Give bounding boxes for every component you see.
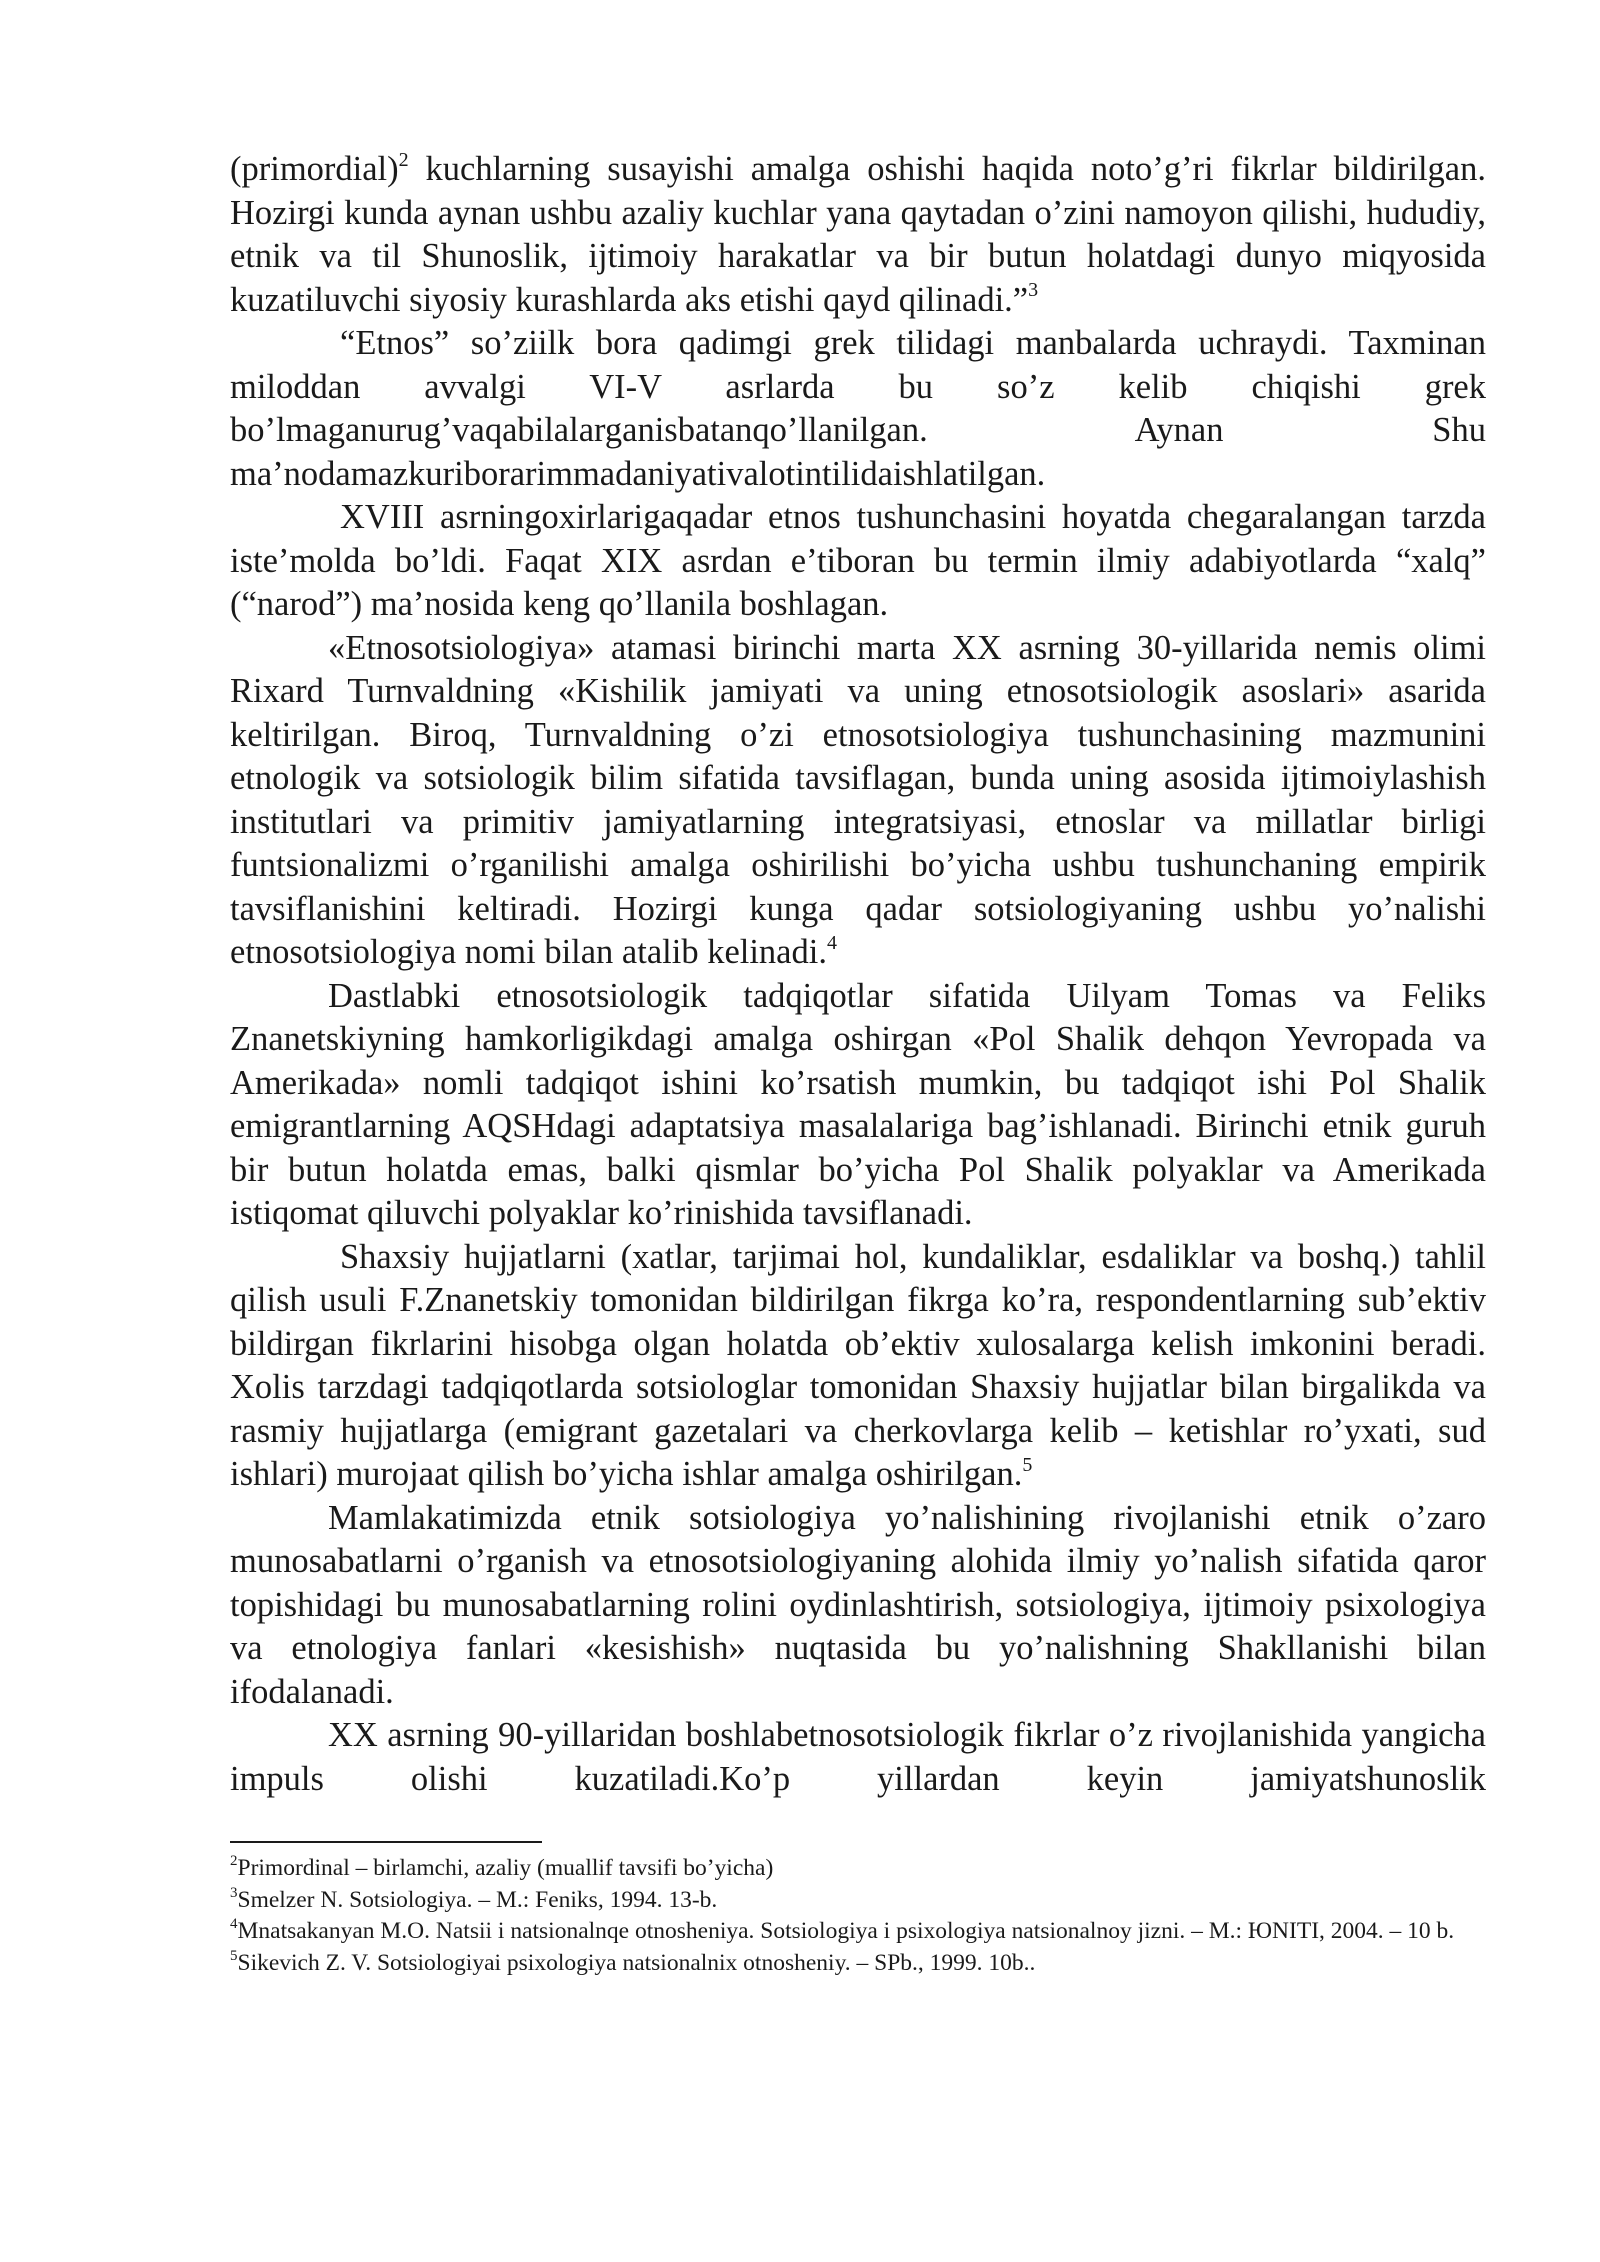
footnote-ref: 2 <box>398 148 409 171</box>
paragraph-text: «Etnosotsiologiya» atamasi birinchi marta XX asrning 30-yillarida nemis olimi Rixard Turnvaldning «Kishilik jamiyati va uning etnosotsiologik asoslari» asarida keltirilgan. Biroq, Turnvaldning o’zi etnosotsiologiya tushunchasining mazmunini etnologik va sotsiologik bilim sifatida tavsiflagan, bunda uning asosida ijtimoiylashish institutlari va primitiv jamiyatlarning integratsiyasi, etnoslar va millatlar birligi funtsionalizmi o’rganilishi amalga oshirilishi bo’yicha ushbu tushunchaning empirik tavsiflanishini keltiradi. Hozirgi kunga qadar sotsiologiyaning ushbu yo’nalishi etnosotsiologiya nomi bilan atalib kelinadi. <box>230 628 1486 971</box>
body-paragraph <box>230 322 1486 496</box>
footnote <box>230 1948 1486 1980</box>
paragraph-text: XVIII asrningoxirlarigaqadar etnos tushunchasini hoyatda chegaralangan tarzda iste’molda bo’ldi. Faqat XIX asrdan e’tiboran bu termin ilmiy adabiyotlarda “xalq” (“narod”) ma’nosida keng qo’llanila boshlagan. <box>230 498 1486 623</box>
paragraph-text: Mamlakatimizda etnik sotsiologiya yo’nalishining rivojlanishi etnik o’zaro munosabatlarni o’rganish va etnosotsiologiyaning alohida ilmiy yo’nalish sifatida qaror topishidagi bu munosabatlarning rolini oydinlashtirish, sotsiologiya, ijtimoiy psixologiya va etnologiya fanlari «kesishish» nuqtasida bu yo’nalishning Shakllanishi bilan ifodalanadi. <box>230 1498 1486 1711</box>
footnote-number: 2 <box>230 1853 238 1870</box>
footnote-separator <box>230 1841 542 1843</box>
footnote-text: Smelzer N. Sotsiologiya. – M.: Feniks, 1994. 13-b. <box>237 1886 718 1913</box>
footnote-number: 3 <box>230 1884 238 1901</box>
footnote-number: 5 <box>230 1947 238 1964</box>
footnote-ref: 5 <box>1022 1453 1033 1476</box>
footnote-text: Sikevich Z. V. Sotsiologiyai psixologiya natsionalnix otnosheniy. – SPb., 1999. 10b.. <box>237 1949 1036 1976</box>
body-paragraph <box>230 1497 1486 1715</box>
paragraph-text: Shaxsiy hujjatlarni (xatlar, tarjimai hol, kundaliklar, esdaliklar va boshq.) tahlil qilish usuli F.Znanetskiy tomonidan bildirilgan fikrga ko’ra, respondentlarning sub’ektiv bildirgan fikrlarini hisobga olgan holatda ob’ektiv xulosalarga kelish imkonini beradi. Xolis tarzdagi tadqiqotlarda sotsiologlar tomonidan Shaxsiy hujjatlar bilan birgalikda va rasmiy hujjatlarga (emigrant gazetalari va cherkovlarga kelib – ketishlar ro’yxati, sud ishlari) murojaat qilish bo’yicha ishlar amalga oshirilgan. <box>230 1237 1486 1493</box>
body-paragraph <box>230 627 1486 975</box>
footnote-text: Primordinal – birlamchi, azaliy (muallif tavsifi bo’yicha) <box>237 1855 774 1881</box>
body-paragraph <box>230 496 1486 627</box>
footnote <box>230 1885 1486 1917</box>
body-paragraph <box>230 975 1486 1236</box>
body-paragraph <box>230 1236 1486 1497</box>
footnote-ref: 3 <box>1028 279 1039 301</box>
paragraph-text: “Etnos” so’ziilk bora qadimgi grek tilidagi manbalarda uchraydi. Taxminan miloddan avvalgi VI-V asrlarda bu so’z kelib chiqishi grek bo’lmaganurug’vaqabilalarganisbatanqo’llanilgan. Aynan Shu ma’nodamazkuriborarimmadaniyativalotintilidaishlatilgan. <box>230 324 1486 493</box>
footnote <box>230 1853 1486 1885</box>
paragraph-text: Dastlabki etnosotsiologik tadqiqotlar sifatida Uilyam Tomas va Feliks Znanetskiyning hamkorligikdagi amalga oshirgan «Pol Shalik dehqon Yevropada va Amerikada» nomli tadqiqot ishini ko’rsatish mumkin, bu tadqiqot ishi Pol Shalik emigrantlarning AQSHdagi adaptatsiya masalalariga bag’ishlanadi. Birinchi etnik guruh bir butun holatda emas, balki qismlar bo’yicha Pol Shalik polyaklar va Amerikada istiqomat qiluvchi polyaklar ko’rinishida tavsiflanadi. <box>230 976 1486 1232</box>
footnote-number: 4 <box>230 1916 238 1933</box>
paragraph-text: (primordial) <box>230 150 399 188</box>
body-paragraph <box>230 1714 1486 1801</box>
paragraph-text: XX asrning 90-yillaridan boshlabetnosotsiologik fikrlar o’z rivojlanishida yangicha impuls olishi kuzatiladi.Ko’p yillardan keyin jamiyatshunoslik <box>230 1716 1486 1798</box>
paragraph-text: kuchlarning susayishi amalga oshishi haqida noto’g’ri fikrlar bildirilgan. Hozirgi kunda aynan ushbu azaliy kuchlar yana qaytadan o’zini namoyon qilishi, hududiy, etnik va til Shunoslik, ijtimoiy harakatlar va bir butun holatdagi dunyo miqyosida kuzatiluvchi siyosiy kurashlarda aks etishi qayd qilinadi.” <box>230 150 1486 319</box>
footnote <box>230 1916 1486 1948</box>
document-page <box>230 148 1486 1979</box>
footnote-text: Mnatsakanyan M.O. Natsii i natsionalnqe otnosheniya. Sotsiologiya i psixologiya natsionalnoy jizni. – M.: ЮNITI, 2004. – 10 b. <box>237 1918 1455 1944</box>
body-paragraph <box>230 148 1486 322</box>
footnote-ref: 4 <box>826 931 837 954</box>
